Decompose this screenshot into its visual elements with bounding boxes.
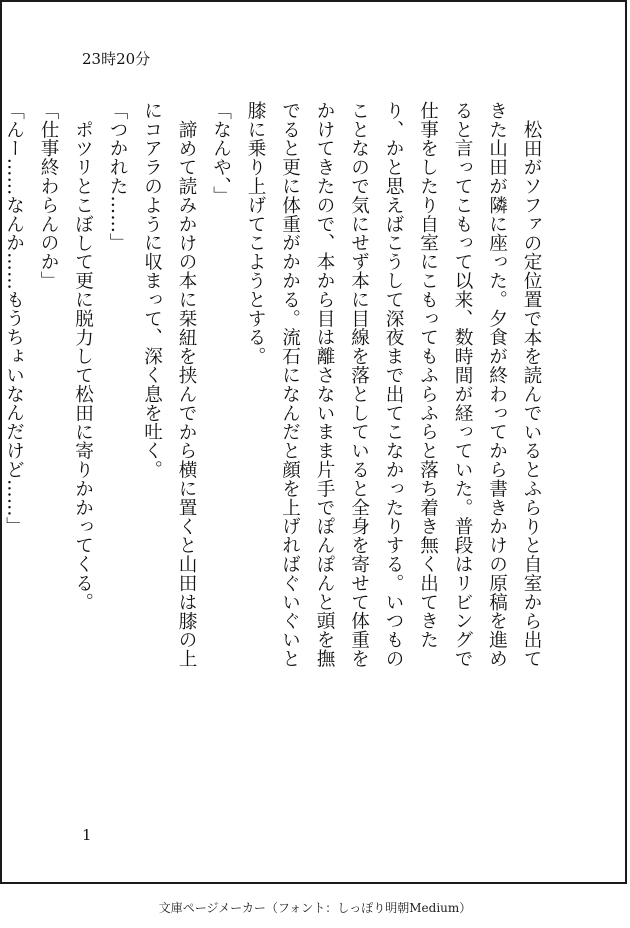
footer-credit: 文庫ページメーカー（フォント：しっぽり明朝Medium） — [158, 901, 472, 915]
page-number: 1 — [82, 826, 92, 844]
paragraph-dialogue: 「んー……なんか……もうちょいなんだけど……」 — [3, 101, 25, 536]
paragraph-narration: 松田がソファの定位置で本を読んでいるとふらりと自室から出てきた山田が隣に座った。夕食が終わってから書きかけの原稿を進めると言ってこもって以来、数時間が経っていた。普段はリビングで仕事をしたり自室にこもってもふらふらと落ち着き無く出てきたり、かと思えばこうして深夜まで出てこなかったりする。いつものことなので気にせず本に目線を落としていると全身を寄せて体重をかけてきたので、本から目は離さないまま片手でぽんぽんと頭を撫でると更に体重がかかる。流石になんだと顔を上げればぐいぐいと膝に乗り上げてこようとする。 — [245, 101, 542, 668]
vertical-body-text — [3, 101, 548, 681]
paragraph-narration: ポツリとこぼして更に脱力して松田に寄りかかってくる。 — [72, 119, 94, 611]
paragraph-dialogue: 「なんや、」 — [210, 101, 232, 206]
paragraph-narration: 諦めて読みかけの本に栞紐を挟んでから横に置くと山田は膝の上にコアラのように収まって、深く息を吐く。 — [141, 101, 197, 668]
time-header: 23時20分 — [82, 50, 151, 68]
paragraph-dialogue: 「仕事終わらんのか」 — [38, 101, 59, 290]
paragraph-dialogue: 「つかれた……」 — [107, 101, 128, 253]
